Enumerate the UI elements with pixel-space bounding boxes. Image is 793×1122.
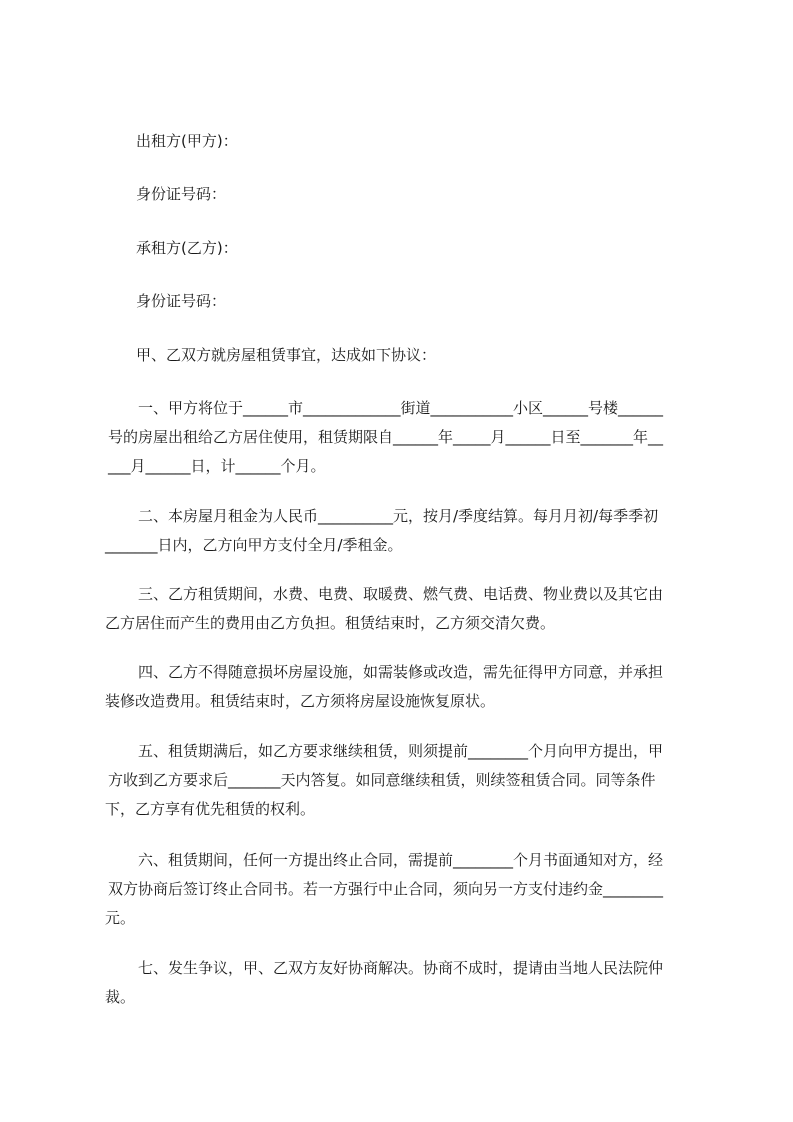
- clause-7: [105, 954, 705, 1012]
- lessee-label: 承租方(乙方)：: [136, 239, 238, 257]
- clause-3-line-1: 三、乙方租赁期间，水费、电费、取暖费、燃气费、电话费、物业费以及其它由: [138, 585, 664, 603]
- clause-1-line-1: 一、甲方将位于______市_____________街道___________小区______号楼______: [138, 399, 664, 417]
- clause-6-line-2: 双方协商后签订终止合同书。若一方强行中止合同，须向另一方支付违约金________: [108, 880, 664, 898]
- clause-2: [105, 502, 705, 560]
- clause-5-line-2: 方收到乙方要求后_______天内答复。如同意继续租赁，则续签租赁合同。同等条件: [108, 771, 656, 789]
- clause-3: [105, 580, 705, 638]
- clause-6-line-3: 元。: [105, 909, 136, 927]
- clause-4-line-1: 四、乙方不得随意损坏房屋设施，如需装修或改造，需先征得甲方同意，并承担: [138, 663, 664, 681]
- clause-6-line-1: 六、租赁期间，任何一方提出终止合同，需提前________个月书面通知对方，经: [138, 851, 664, 869]
- intro-text: 甲、乙双方就房屋租赁事宜，达成如下协议：: [136, 346, 437, 364]
- lessor-label: 出租方(甲方)：: [136, 132, 238, 150]
- clause-2-line-2: _______日内，乙方向甲方支付全月/季租金。: [105, 536, 403, 554]
- lessee-id-label: 身份证号码：: [136, 292, 227, 310]
- clause-1: [105, 394, 705, 481]
- clause-7-line-2: 裁。: [105, 988, 136, 1006]
- clause-5-line-3: 下，乙方享有优先租赁的权利。: [105, 800, 316, 818]
- lessor-id-label: 身份证号码：: [136, 185, 227, 203]
- clause-4-line-2: 装修改造费用。租赁结束时，乙方须将房屋设施恢复原状。: [105, 692, 496, 710]
- clause-4: [105, 658, 705, 716]
- clause-6: [105, 846, 705, 933]
- clause-7-line-1: 七、发生争议，甲、乙双方友好协商解决。协商不成时，提请由当地人民法院仲: [138, 959, 664, 977]
- clause-1-line-3: ___月______日，计______个月。: [108, 457, 326, 475]
- clause-1-line-2: 号的房屋出租给乙方居住使用，租赁期限自______年_____月______日至_______年__: [108, 428, 664, 446]
- clause-3-line-2: 乙方居住而产生的费用由乙方负担。租赁结束时，乙方须交清欠费。: [105, 614, 556, 632]
- clause-5: [105, 737, 705, 824]
- clause-5-line-1: 五、租赁期满后，如乙方要求继续租赁，则须提前________个月向甲方提出，甲: [138, 742, 664, 760]
- clause-2-line-1: 二、本房屋月租金为人民币__________元，按月/季度结算。每月月初/每季季初: [138, 507, 659, 525]
